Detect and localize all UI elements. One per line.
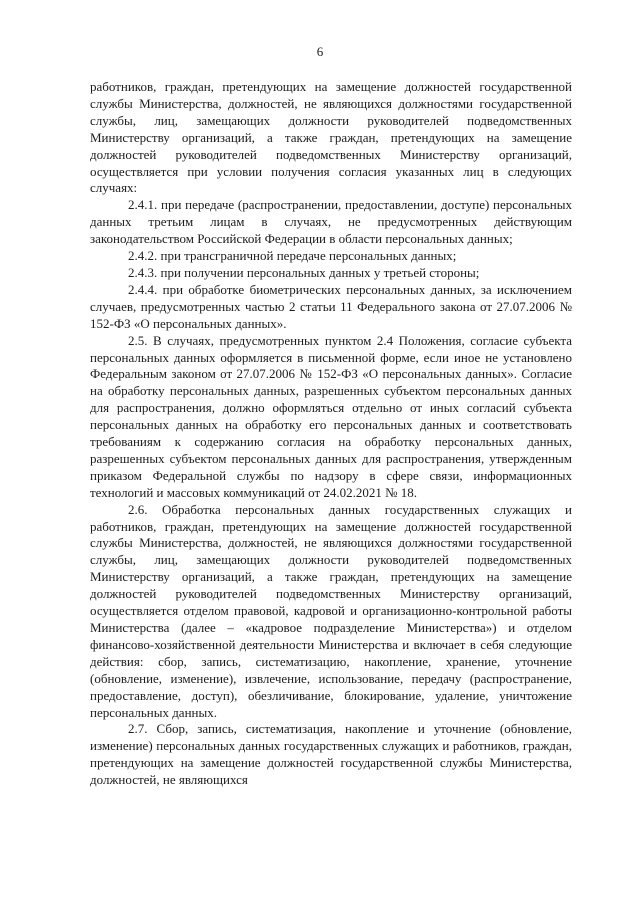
page-number: 6 [316, 44, 324, 59]
paragraph-2-6: 2.6. Обработка персональных данных государственных служащих и работников, граждан, претендующих на замещение должностей государственной службы Министерства, должностей, не являющихся должностями государственной службы, лиц, замещающих должности руководителей подведомственных Министерству организаций, а также граждан, претендующих на замещение должностей руководителей подведомственных Министерству организаций, осуществляется отделом правовой, кадровой и организационно-контрольной работы Министерства (далее – «кадровое подразделение Министерства») и отделом финансово-хозяйственной деятельности Министерства и включает в себя следующие действия: сбор, запись, систематизацию, накопление, хранение, уточнение (обновление, изменение), извлечение, использование, передачу (распространение, предоставление, доступ), обезличивание, блокирование, удаление, уничтожение персональных данных. [90, 501, 572, 720]
paragraph-2-4-1: 2.4.1. при передаче (распространении, предоставлении, доступе) персональных данных третьим лицам в случаях, не предусмотренных действующим законодательством Российской Федерации в области персональных данных; [90, 197, 572, 247]
paragraph-2-4-3: 2.4.3. при получении персональных данных у третьей стороны; [128, 264, 480, 280]
paragraph-2-7: 2.7. Сбор, запись, систематизация, накопление и уточнение (обновление, изменение) персональных данных государственных служащих и работников, граждан, претендующих на замещение должностей государственной службы Министерства, должностей, не являющихся [90, 721, 572, 788]
document-body [90, 79, 572, 789]
paragraph-2-4-4: 2.4.4. при обработке биометрических персональных данных, за исключением случаев, предусмотренных частью 2 статьи 11 Федерального закона от 27.07.2006 № 152-ФЗ «О персональных данных». [90, 281, 572, 331]
paragraph-2-5: 2.5. В случаях, предусмотренных пунктом 2.4 Положения, согласие субъекта персональных данных оформляется в письменной форме, если иное не установлено Федеральным законом от 27.07.2006 № 152-ФЗ «О персональных данных». Согласие на обработку персональных данных, разрешенных субъектом персональных данных для распространения, должно оформляться отдельно от иных согласий субъекта персональных данных на обработку его персональных данных и соответствовать требованиям к содержанию согласия на обработку персональных данных, разрешенных субъектом персональных данных для распространения, утвержденным приказом Федеральной службы по надзору в сфере связи, информационных технологий и массовых коммуникаций от 24.02.2021 № 18. [90, 332, 572, 500]
paragraph-continuation: работников, граждан, претендующих на замещение должностей государственной службы Министерства, должностей, не являющихся должностями государственной службы, лиц, замещающих должности руководителей подведомственных Министерству организаций, а также граждан, претендующих на замещение должностей руководителей подведомственных Министерству организаций, осуществляется при условии получения согласия указанных лиц в следующих случаях: [90, 79, 572, 196]
paragraph-2-4-2: 2.4.2. при трансграничной передаче персональных данных; [128, 248, 457, 264]
